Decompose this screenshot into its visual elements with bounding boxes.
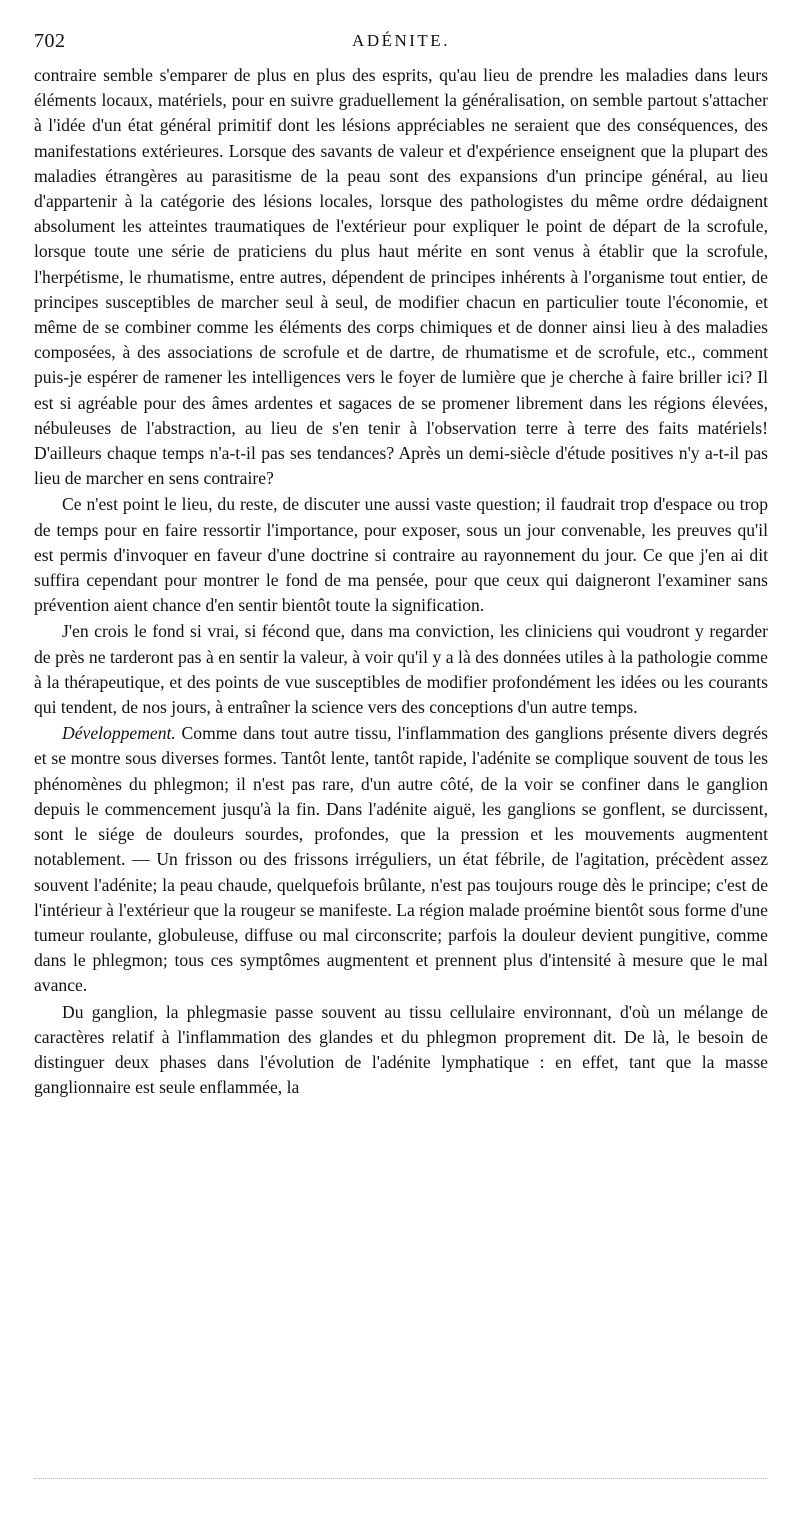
paragraph-4	[34, 721, 768, 998]
section-heading-developpement: Développement.	[62, 723, 176, 744]
paragraph-4-text: Comme dans tout autre tissu, l'inflammation des ganglions présente divers degrés et se montre sous diverses formes. Tantôt lente, tantôt rapide, l'adénite se complique souvent de tous les phénomènes du phlegmon; il n'est pas rare, d'un autre côté, de la voir se confiner dans le ganglion depuis le commencement jusqu'à la fin. Dans l'adénite aiguë, les ganglions se gonflent, se durcissent, sont le siége de douleurs sourdes, profondes, que la pression et les mouvements augmentent notablement. — Un frisson ou des frissons irréguliers, un état fébrile, de l'agitation, précèdent assez souvent l'adénite; la peau chaude, quelquefois brûlante, n'est pas toujours rouge dès le principe; c'est de l'intérieur à l'extérieur que la rougeur se manifeste. La région malade proémine bientôt sous forme d'une tumeur roulante, globuleuse, diffuse ou mal circonscrite; parfois la douleur devient pungitive, comme dans le phlegmon; tous ces symptômes augmentent et prennent plus d'intensité à mesure que le mal avance.	[34, 723, 768, 996]
paragraph-3: J'en crois le fond si vrai, si fécond que, dans ma conviction, les cliniciens qui voudront y regarder de près ne tarderont pas à en sentir la valeur, à voir qu'il y a là des données utiles à la pathologie comme à la thérapeutique, et des points de vue susceptibles de modifier profondément les idées ou les courants qui tendent, de nos jours, à entraîner la science vers des conceptions d'un autre temps.	[34, 621, 768, 718]
body-text	[34, 63, 768, 1100]
book-page	[34, 30, 768, 1100]
bottom-rule	[34, 1478, 768, 1479]
page-number: 702	[34, 30, 66, 52]
running-head: ADÉNITE.	[352, 31, 450, 50]
page-header	[34, 30, 768, 56]
paragraph-1: contraire semble s'emparer de plus en plus des esprits, qu'au lieu de prendre les maladies dans leurs éléments locaux, matériels, pour en suivre graduellement la généralisation, on semble partout s'attacher à l'idée d'un état général primitif dont les lésions appréciables ne seraient que des conséquences, des manifestations extérieures. Lorsque des savants de valeur et d'expérience enseignent que la plupart des maladies étrangères au parasitisme de la peau sont des expansions d'un principe général, au lieu d'appartenir à la catégorie des lésions locales, lorsque des pathologistes du même ordre dédaignent absolument les atteintes traumatiques de l'extérieur pour expliquer le point de départ de la scrofule, lorsque toute une série de praticiens du plus haut mérite en sont venus à établir que la scrofule, l'herpétisme, le rhumatisme, entre autres, dépendent de principes inhérents à l'organisme tout entier, de principes susceptibles de marcher seul à seul, de modifier chacun en particulier toute l'économie, et même de se combiner comme les éléments des corps chimiques et de donner ainsi lieu à des maladies composées, à des associations de scrofule et de dartre, de rhumatisme et de scrofule, etc., comment puis-je espérer de ramener les intelligences vers le foyer de lumière que je cherche à faire briller ici? Il est si agréable pour des âmes ardentes et sagaces de se promener librement dans les régions élevées, nébuleuses de l'abstraction, au lieu de s'en tenir à l'observation terre à terre des faits matériels! D'ailleurs chaque temps n'a-t-il pas ses tendances? Après un demi-siècle d'étude positives n'y a-t-il pas lieu de marcher en sens contraire?	[34, 65, 768, 489]
paragraph-2: Ce n'est point le lieu, du reste, de discuter une aussi vaste question; il faudrait trop d'espace ou trop de temps pour en faire ressortir l'importance, pour exposer, sous un jour convenable, les preuves qu'il est permis d'invoquer en faveur d'une doctrine si contraire au rayonnement du jour. Ce que j'en ai dit suffira cependant pour montrer le fond de ma pensée, pour que ceux qui daigneront l'examiner sans prévention aient chance d'en sentir bientôt toute la signification.	[34, 494, 768, 616]
paragraph-5: Du ganglion, la phlegmasie passe souvent au tissu cellulaire environnant, d'où un mélange de caractères relatif à l'inflammation des glandes et du phlegmon proprement dit. De là, le besoin de distinguer deux phases dans l'évolution de l'adénite lymphatique : en effet, tant que la masse ganglionnaire est seule enflammée, la	[34, 1001, 768, 1098]
